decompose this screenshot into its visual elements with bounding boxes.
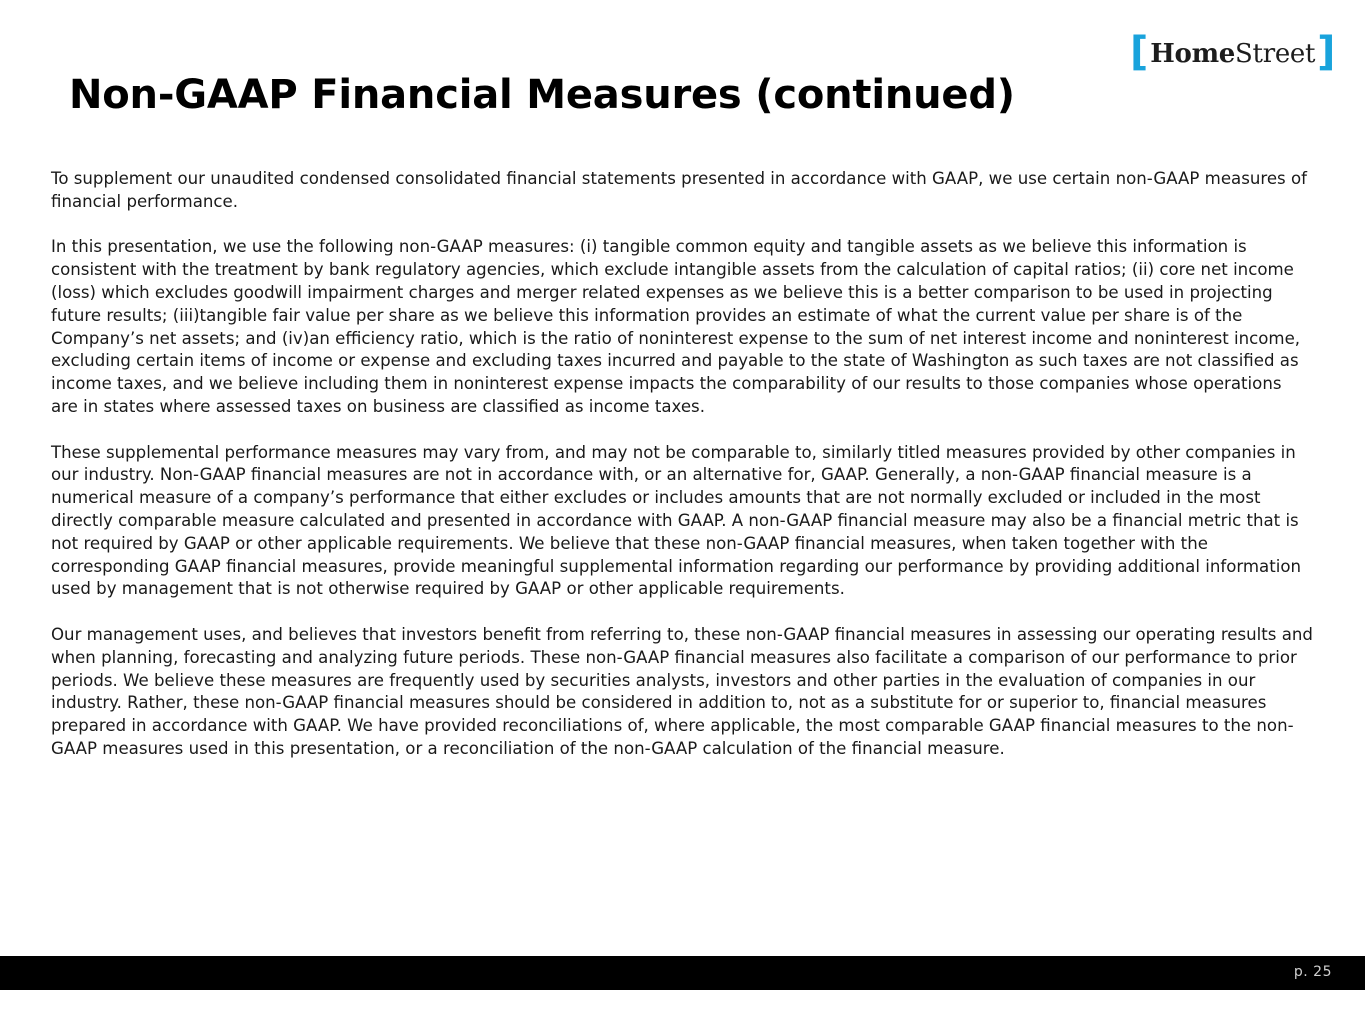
body-text [51,168,1313,784]
logo-home: Home [1150,39,1236,69]
logo-street: Street [1235,39,1316,69]
logo-wordmark [1150,39,1315,69]
page-title: Non-GAAP Financial Measures (continued) [69,72,1015,118]
footer-bar [0,956,1365,990]
paragraph-intro: To supplement our unaudited condensed consolidated financial statements presented in accordance with GAAP, we use certain non-GAAP measures of financial performance. [51,169,1307,211]
logo-open-bracket: [ [1130,29,1149,75]
paragraph-measures-list: In this presentation, we use the following non-GAAP measures: (i) tangible common equity and tangible assets as we believe this information is consistent with the treatment by bank regulatory agencies, which exclude intangible assets from the calculation of capital ratios; (ii) core net income (loss) which excludes goodwill impairment charges and merger related expenses as we believe this is a better comparison to be used in projecting future results; (iii)tangible fair value per share as we believe this information provides an estimate of what the current value per share is of the Company’s net assets; and (iv)an efficiency ratio, which is the ratio of noninterest expense to the sum of net interest income and noninterest income, excluding certain items of income or expense and excluding taxes incurred and payable to the state of Washington as such taxes are not classified as income taxes, and we believe including them in noninterest expense impacts the comparability of our results to those companies whose operations are in states where assessed taxes on business are classified as income taxes. [51,237,1301,416]
logo-close-bracket: ] [1317,29,1336,75]
page-number: p. 25 [1293,964,1332,980]
paragraph-comparability: These supplemental performance measures may vary from, and may not be comparable to, similarly titled measures provided by other companies in our industry. Non-GAAP financial measures are not in accordance with, or an alternative for, GAAP. Generally, a non-GAAP financial measure is a numerical measure of a company’s performance that either excludes or includes amounts that are not normally excluded or included in the most directly comparable measure calculated and presented in accordance with GAAP. A non-GAAP financial measure may also be a financial metric that is not required by GAAP or other applicable requirements. We believe that these non-GAAP financial measures, when taken together with the corresponding GAAP financial measures, provide meaningful supplemental information regarding our performance by providing additional information used by management that is not otherwise required by GAAP or other applicable requirements. [51,442,1301,599]
paragraph-management-use: Our management uses, and believes that investors benefit from referring to, these non-GAAP financial measures in assessing our operating results and when planning, forecasting and analyzing future periods. These non-GAAP financial measures also facilitate a comparison of our performance to prior periods. We believe these measures are frequently used by securities analysts, investors and other parties in the evaluation of companies in our industry. Rather, these non-GAAP financial measures should be considered in addition to, not as a substitute for or superior to, financial measures prepared in accordance with GAAP. We have provided reconciliations of, where applicable, the most comparable GAAP financial measures to the non-GAAP measures used in this presentation, or a reconciliation of the non-GAAP calculation of the financial measure. [51,624,1313,758]
homestreet-logo [1130,29,1336,76]
